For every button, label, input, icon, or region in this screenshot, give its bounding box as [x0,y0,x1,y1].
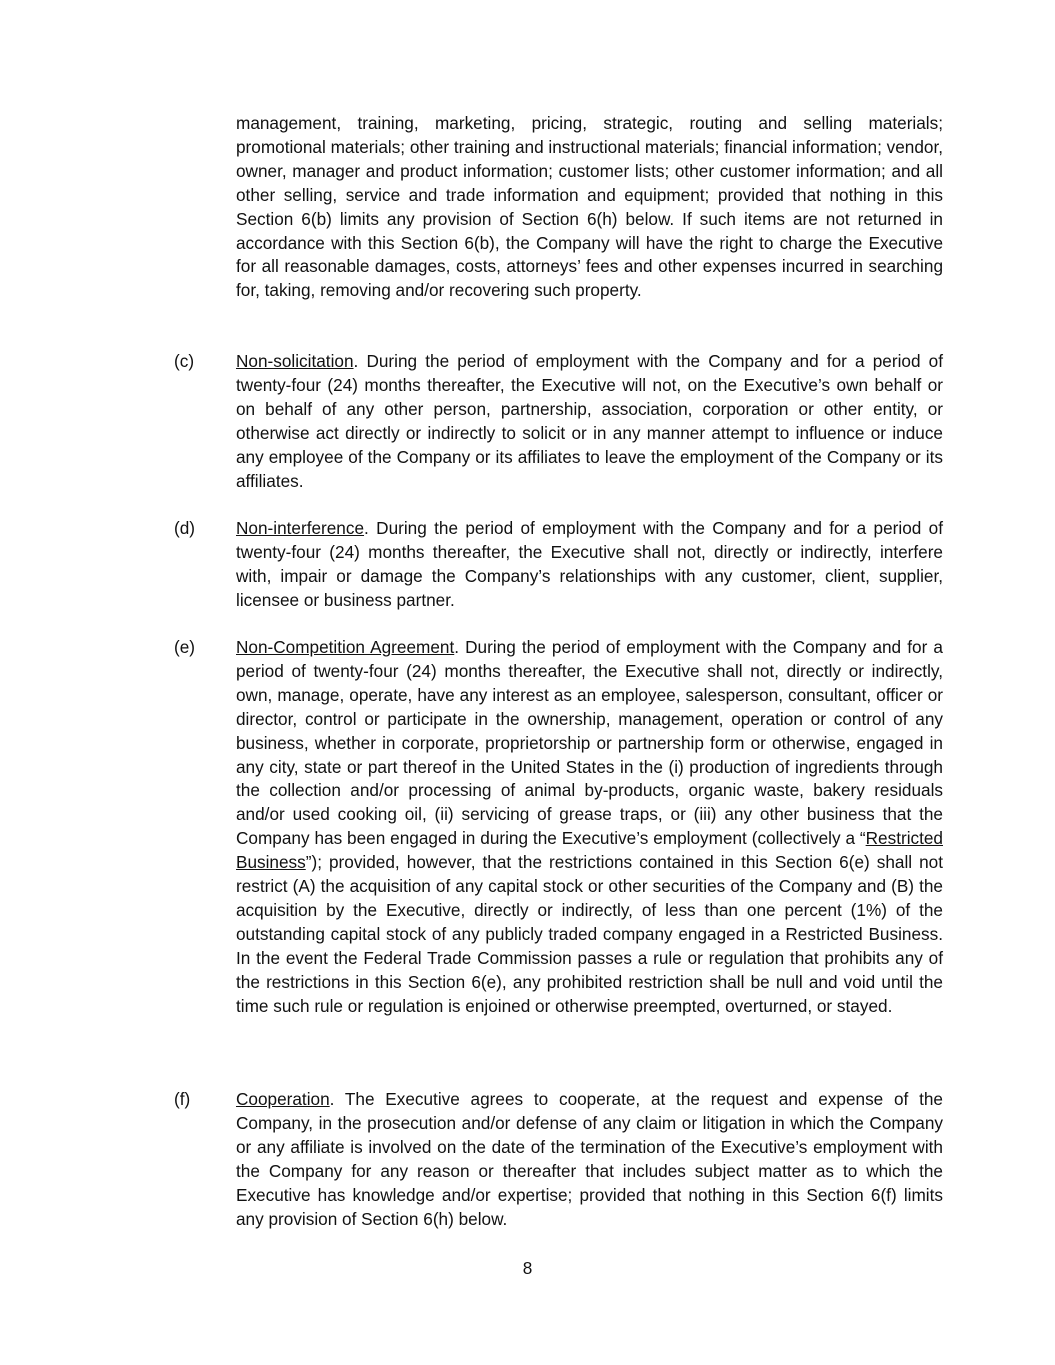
section-label-f: (f) [174,1089,191,1109]
defined-term-restricted-business: Restricted Business [236,828,943,873]
paragraph-b-continuation: management, training, marketing, pricing, strategic, routing and selling materials; promotional materials; other training and instructional materials; financial information; vendor, owner, manager and product information; customer lists; other customer information; and all other selling, service and trade information and equipment; provided that nothing in this Section 6(b) limits any provision of Section 6(h) below. If such items are not returned in accordance with this Section 6(b), the Company will have the right to charge the Executive for all reasonable damages, costs, attorneys’ fees and other expenses incurred in searching for, taking, removing and/or recovering such property. [236,113,943,301]
heading-non-interference: Non-interference [236,518,365,538]
body-non-interference: . During the period of employment with the Company and for a period of twenty-four (24) months thereafter, the Executive shall not, directly or indirectly, interfere with, impair or damage the Company’s relationships with any customer, client, supplier, licensee or business partner. [236,518,943,610]
heading-cooperation: Cooperation [236,1089,330,1109]
heading-non-solicitation: Non-solicitation [236,351,354,371]
paragraph-c-non-solicitation [236,350,943,493]
body-cooperation: . The Executive agrees to cooperate, at the request and expense of the Company, in the prosecution and/or defense of any claim or litigation in which the Company or any affiliate is involved on the date of the termination of the Executive’s employment with the Company for any reason or thereafter that includes subject matter as to which the Executive has knowledge and/or expertise; provided that nothing in this Section 6(f) limits any provision of Section 6(h) below. [236,1089,943,1229]
heading-non-competition: Non-Competition Agreement [236,637,455,657]
paragraph-f-cooperation [236,1088,943,1231]
page-number: 8 [522,1258,533,1278]
section-label-c: (c) [174,351,195,371]
body-non-solicitation: . During the period of employment with the Company and for a period of twenty-four (24) months thereafter, the Executive will not, on the Executive’s own behalf or on behalf of any other person, partnership, association, corporation or other entity, or otherwise act directly or indirectly to solicit or in any manner attempt to influence or induce any employee of the Company or its affiliates to leave the employment of the Company or its affiliates. [236,351,943,491]
body-non-competition-part-b: ”); provided, however, that the restrictions contained in this Section 6(e) shall not restrict (A) the acquisition of any capital stock or other securities of the Company and (B) the acquisition by the Executive, directly or indirectly, of less than one percent (1%) of the outstanding capital stock of any publicly traded company engaged in a Restricted Business. In the event the Federal Trade Commission passes a rule or regulation that prohibits any of the restrictions in this Section 6(e), any prohibited restriction shall be null and void until the time such rule or regulation is enjoined or otherwise preempted, overturned, or stayed. [236,852,943,1016]
paragraph-d-non-interference [236,517,943,613]
section-label-e: (e) [174,637,196,657]
paragraph-e-non-competition [236,636,943,1019]
section-label-d: (d) [174,518,196,538]
body-non-competition-part-a: . During the period of employment with the Company and for a period of twenty-four (24) months thereafter, the Executive shall not, directly or indirectly, own, manage, operate, have any interest as an employee, salesperson, consultant, officer or director, control or participate in the ownership, management, operation or control of any business, whether in corporate, proprietorship or partnership form or otherwise, engaged in any city, state or part thereof in the United States in the (i) production of ingredients through the collection and/or processing of animal by-products, organic waste, bakery residuals and/or used cooking oil, (ii) servicing of grease traps, or (iii) any other business that the Company has been engaged in during the Executive’s employment (collectively a “ [236,637,943,849]
